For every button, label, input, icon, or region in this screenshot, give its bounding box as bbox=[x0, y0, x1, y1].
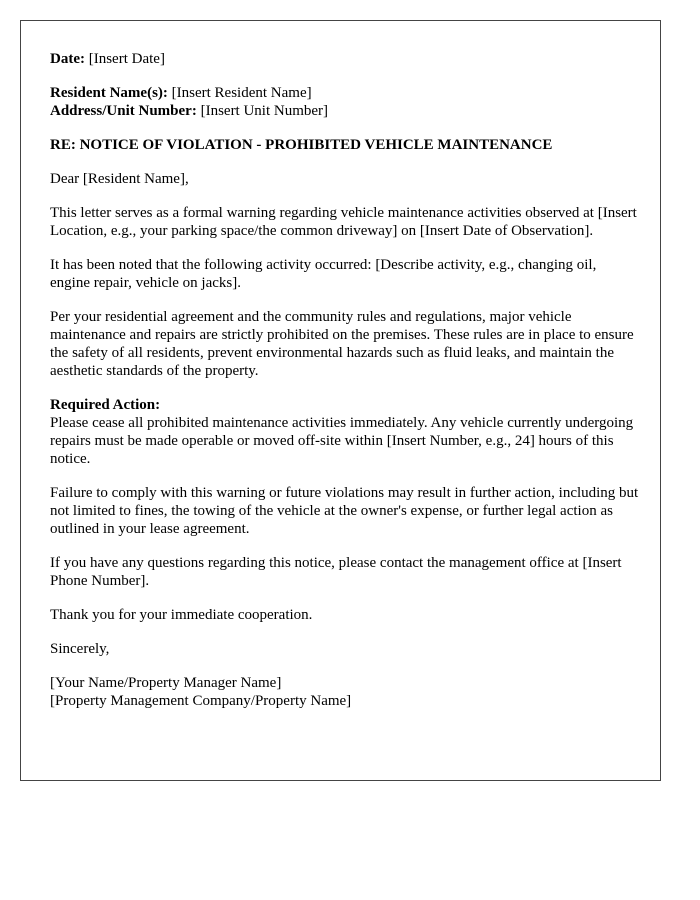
contact-paragraph: If you have any questions regarding this notice, please contact the management office at [Insert Phone Number]. bbox=[50, 555, 622, 589]
thanks-paragraph: Thank you for your immediate cooperation. bbox=[50, 607, 313, 623]
recipient-block bbox=[50, 84, 640, 120]
rules-paragraph: Per your residential agreement and the community rules and regulations, major vehicle maintenance and repairs are strictly prohibited on the premises. These rules are in place to ensure the safety of all residents, prevent environmental hazards such as fluid leaks, and maintain the aesthetic standards of the property. bbox=[50, 309, 634, 379]
date-line bbox=[50, 50, 640, 68]
signature-company: [Property Management Company/Property Name] bbox=[50, 693, 352, 709]
activity-paragraph: It has been noted that the following activity occurred: [Describe activity, e.g., changing oil, engine repair, vehicle on jacks]. bbox=[50, 257, 597, 291]
resident-label: Resident Name(s): bbox=[50, 85, 168, 101]
date-value: [Insert Date] bbox=[84, 51, 165, 67]
intro-paragraph: This letter serves as a formal warning regarding vehicle maintenance activities observed at [Insert Location, e.g., your parking space/the common driveway] on [Insert Date of Observation]. bbox=[50, 205, 637, 239]
subject-line: RE: NOTICE OF VIOLATION - PROHIBITED VEHICLE MAINTENANCE bbox=[50, 137, 553, 153]
letter-document bbox=[20, 20, 661, 781]
address-line bbox=[50, 102, 640, 120]
signature-name: [Your Name/Property Manager Name] bbox=[50, 675, 282, 691]
salutation: Dear [Resident Name], bbox=[50, 171, 189, 187]
date-label: Date: bbox=[50, 51, 85, 67]
resident-line bbox=[50, 84, 640, 102]
consequences-paragraph: Failure to comply with this warning or future violations may result in further action, including but not limited to fines, the towing of the vehicle at the owner's expense, or further legal action as outlined in your lease agreement. bbox=[50, 485, 639, 537]
signature-block bbox=[50, 674, 640, 710]
address-label: Address/Unit Number: bbox=[50, 103, 197, 119]
closing: Sincerely, bbox=[50, 641, 110, 657]
resident-value: [Insert Resident Name] bbox=[167, 85, 312, 101]
required-action-heading: Required Action: bbox=[50, 397, 161, 413]
required-action-paragraph: Please cease all prohibited maintenance activities immediately. Any vehicle currently undergoing repairs must be made operable or moved off-site within [Insert Number, e.g., 24] hours of this notice. bbox=[50, 415, 634, 467]
address-value: [Insert Unit Number] bbox=[196, 103, 329, 119]
